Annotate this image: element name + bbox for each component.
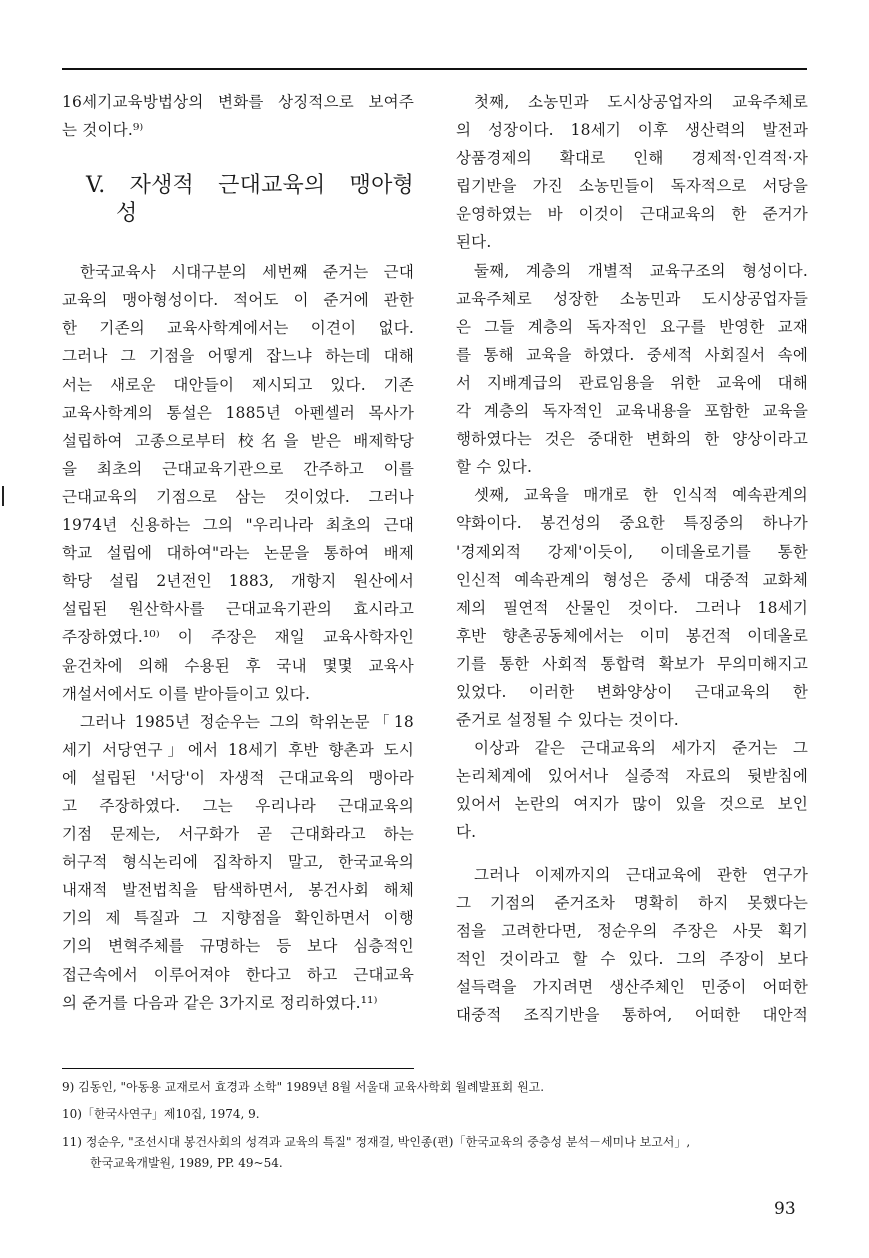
paragraph: 이상과 같은 근대교육의 세가지 준거는 그 논리체계에 있어서나 실증적 자료의 뒷받침에 있어서 논란의 여지가 많이 있을 것으로 보인 다. (456, 739, 808, 842)
paragraph: 그러나 1985년 정순우는 그의 학위논문「18 세기 서당연구」에서 18세기 후반 향촌과 도시 에 설립된 '서당'이 자생적 근대교육의 맹아라 고 주장하였다. 그는 우리나라 근대교육의 기점 문제는, 서구화가 곧 근대화라고 하는 허구적 형식논리에 집착하지 말고, 한국교육의 내재적 발전법칙을 탐색하면서, 봉건사회 해체 기의 제 특질과 그 지향점을 확인하면서 이행 기의 변혁주체를 규명하는 등 보다 심층적인 접근속에서 이루어져야 한다고 하고 근대교육 의 준거를 다음과 같은 3가지로 정리하였다.¹¹⁾ (62, 712, 414, 1012)
section-heading: V. 자생적 근대교육의 맹아형 (86, 173, 414, 199)
paragraph: 첫째, 소농민과 도시상공업자의 교육주체로 의 성장이다. 18세기 이후 생산력의 발전과 상품경제의 확대로 인해 경제적·인격적·자 립기반을 가진 소농민들이 독자적으로 서당을 운영하였는 바 이것이 근대교육의 한 준거가 된다. (456, 93, 808, 252)
footnote-11-cont: 한국교육개발원, 1989, PP. 49~54. (90, 1156, 283, 1170)
paragraph: 셋째, 교육을 매개로 한 인식적 예속관계의 약화이다. 봉건성의 중요한 특징중의 하나가 '경제외적 강제'이듯이, 이데올로기를 통한 인신적 예속관계의 형성은 중세 대중적 교화체 제의 필연적 산물인 것이다. 그러나 18세기 후반 향촌공동체에서는 이미 봉건적 이데올로 기를 통한 사회적 통합력 확보가 무의미해지고 있었다. 이러한 변화양상이 근대교육의 한 준거로 설정될 수 있다는 것이다. (456, 486, 808, 730)
footnote-9: 9) 김동인, "아동용 교재로서 효경과 소학" 1989년 8월 서울대 교육사학회 월례발표회 원고. (62, 1080, 545, 1094)
section-heading-cont: 성 (116, 201, 138, 227)
margin-mark (2, 486, 4, 506)
footnote-10: 10)「한국사연구」제10집, 1974, 9. (62, 1107, 260, 1121)
paragraph: 한국교육사 시대구분의 세번째 준거는 근대 교육의 맹아형성이다. 적어도 이 준거에 관한 한 기존의 교육사학계에서는 이견이 없다. 그러나 그 기점을 어떻게 잡느냐 하는데 대해 서는 새로운 대안들이 제시되고 있다. 기존 교육사학계의 통설은 1885년 아펜셀러 목사가 설립하여 고종으로부터 校名을 받은 배제학당 을 최초의 근대교육기관으로 간주하고 이를 근대교육의 기점으로 삼는 것이었다. 그러나 1974년 신용하는 그의 "우리나라 최초의 근대 학교 설립에 대하여"라는 논문을 통하여 배제 학당 설립 2년전인 1883, 개항지 원산에서 설립된 원산학사를 근대교육기관의 효시라고 주장하였다.¹⁰⁾ 이 주장은 재일 교육사학자인 윤건차에 의해 수용된 후 국내 몇몇 교육사 개설서에서도 이를 받아들이고 있다. (62, 263, 414, 703)
left-column (62, 88, 414, 1017)
footnote-11: 11) 정순우, "조선시대 봉건사회의 성격과 교육의 특질" 정재걸, 박인종(편)「한국교육의 중층성 분석－세미나 보고서」, (62, 1135, 691, 1149)
paragraph: 16세기교육방법상의 변화를 상징적으로 보여주 (62, 93, 414, 111)
paragraph: 둘째, 계층의 개별적 교육구조의 형성이다. 교육주체로 성장한 소농민과 도시상공업자들 은 그들 계층의 독자적인 요구를 반영한 교재 를 통해 교육을 하였다. 중세적 사회질서 속에 서 지배계급의 관료임용을 위한 교육에 대해 각 계층의 독자적인 교육내용을 포함한 교육을 행하였다는 것은 중대한 변화의 한 양상이라고 할 수 있다. (456, 261, 808, 477)
footnote-rule (62, 1068, 414, 1069)
top-rule (62, 68, 807, 70)
page-number: 93 (774, 1199, 796, 1219)
paragraph: 그러나 이제까지의 근대교육에 관한 연구가 그 기점의 준거조차 명확히 하지 못했다는 점을 고려한다면, 정순우의 주장은 사뭇 획기 적인 것이라고 할 수 있다. 그의 주장이 보다 설득력을 가지려면 생산주체인 민중이 어떠한 대중적 조직기반을 통하여, 어떠한 대안적 (456, 865, 808, 1024)
right-column (456, 88, 808, 1029)
paragraph: 는 것이다.⁹⁾ (62, 121, 144, 140)
